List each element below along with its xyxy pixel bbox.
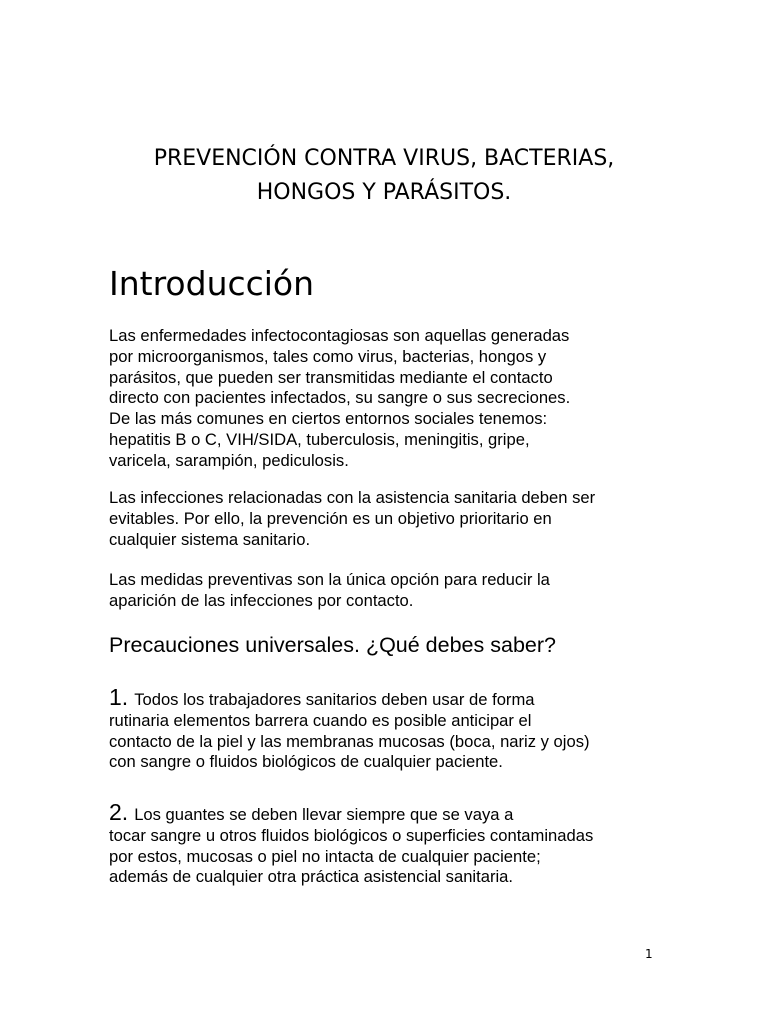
- item-line: tocar sangre u otros fluidos biológicos o superficies contaminadas: [109, 825, 594, 845]
- paragraph-line: aparición de las infecciones por contacto.: [109, 590, 414, 610]
- paragraph-line: varicela, sarampión, pediculosis.: [109, 450, 349, 470]
- title-line-1: PREVENCIÓN CONTRA VIRUS, BACTERIAS,: [153, 146, 615, 171]
- paragraph-line: por microorganismos, tales como virus, bacterias, hongos y: [109, 346, 547, 366]
- document-title: [0, 142, 768, 210]
- paragraph-line: parásitos, que pueden ser transmitidas mediante el contacto: [109, 367, 553, 387]
- paragraph-line: directo con pacientes infectados, su sangre o sus secreciones.: [109, 388, 571, 408]
- paragraph-2: [109, 488, 689, 550]
- item-number: 2.: [109, 799, 129, 825]
- item-line: además de cualquier otra práctica asistencial sanitaria.: [109, 867, 513, 887]
- list-item: [109, 684, 689, 773]
- item-line: por estos, mucosas o piel no intacta de cualquier paciente;: [109, 846, 541, 866]
- item-line: con sangre o fluidos biológicos de cualquier paciente.: [109, 752, 503, 772]
- intro-heading: Introducción: [109, 264, 315, 303]
- item-number: 1.: [109, 684, 129, 710]
- paragraph-line: De las más comunes en ciertos entornos sociales tenemos:: [109, 409, 548, 429]
- title-line-2: HONGOS Y PARÁSITOS.: [256, 180, 512, 205]
- paragraph-line: Las infecciones relacionadas con la asistencia sanitaria deben ser: [109, 488, 596, 507]
- item-line: Todos los trabajadores sanitarios deben usar de forma: [134, 690, 535, 709]
- paragraph-3: [109, 570, 689, 612]
- item-line: rutinaria elementos barrera cuando es posible anticipar el: [109, 710, 532, 730]
- paragraph-line: evitables. Por ello, la prevención es un objetivo prioritario en: [109, 508, 552, 528]
- page-number: 1: [645, 947, 653, 961]
- paragraph-line: Las enfermedades infectocontagiosas son aquellas generadas: [109, 326, 570, 345]
- intro-paragraph: [109, 326, 689, 472]
- paragraph-line: hepatitis B o C, VIH/SIDA, tuberculosis, meningitis, gripe,: [109, 429, 530, 449]
- item-line: Los guantes se deben llevar siempre que se vaya a: [134, 805, 514, 824]
- list-item: [109, 799, 689, 888]
- paragraph-line: cualquier sistema sanitario.: [109, 529, 311, 549]
- paragraph-line: Las medidas preventivas son la única opción para reducir la: [109, 570, 550, 589]
- item-line: contacto de la piel y las membranas mucosas (boca, nariz y ojos): [109, 731, 590, 751]
- precautions-heading: Precauciones universales. ¿Qué debes saber?: [109, 633, 556, 657]
